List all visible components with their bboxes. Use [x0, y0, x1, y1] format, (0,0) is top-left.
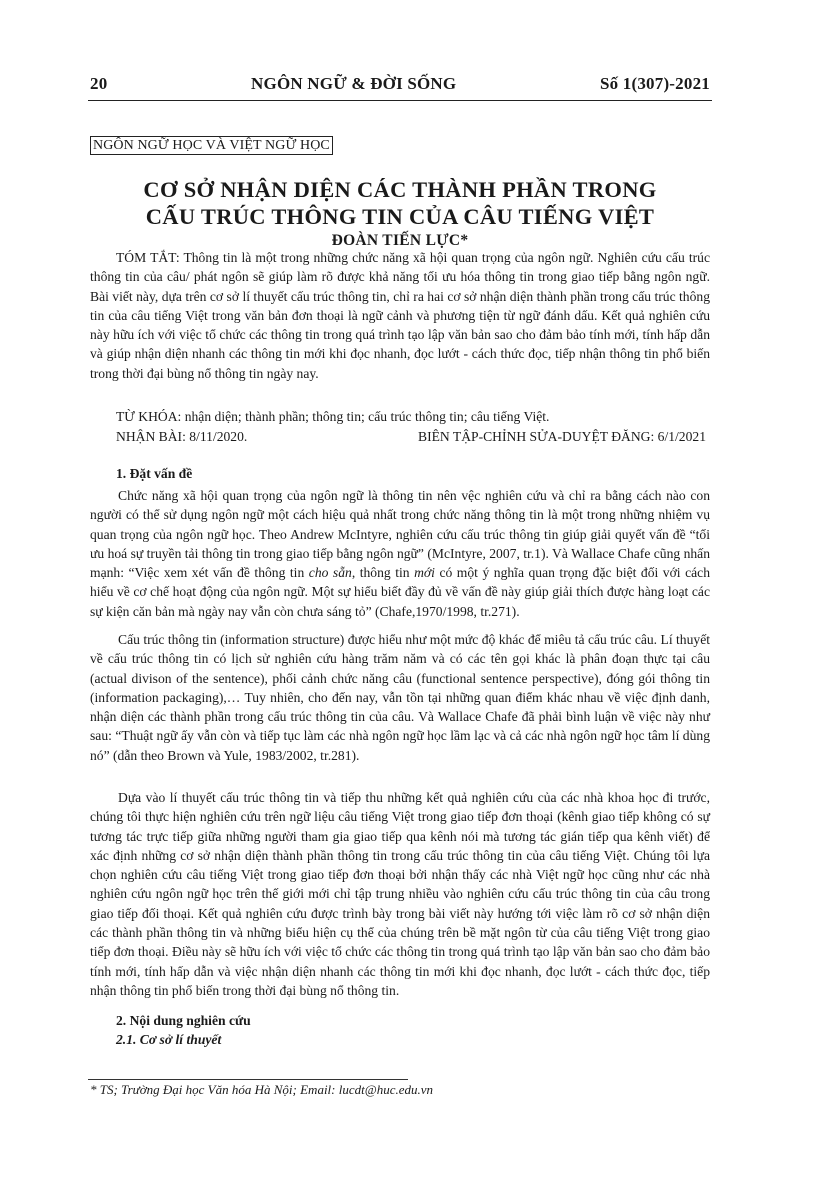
abstract-label: TÓM TẮT:: [116, 250, 180, 265]
paragraph-1-italic-2: mới: [414, 565, 435, 581]
footnote-rule: [88, 1079, 408, 1080]
title-line-1: CƠ SỞ NHẬN DIỆN CÁC THÀNH PHẦN TRONG: [143, 177, 657, 202]
title-line-2: CẤU TRÚC THÔNG TIN CỦA CÂU TIẾNG VIỆT: [145, 204, 655, 229]
received-date: NHẬN BÀI: 8/11/2020.: [116, 429, 248, 444]
header-rule: [88, 100, 712, 101]
section-label: NGÔN NGỮ HỌC VÀ VIỆT NGỮ HỌC: [90, 136, 333, 155]
journal-name: NGÔN NGỮ & ĐỜI SỐNG: [251, 74, 457, 93]
section-1-heading: 1. Đặt vấn đề: [116, 466, 193, 481]
paragraph-1-text-c: có một ý nghĩa quan trọng đặc biệt đối với cách hiểu về cơ chế hoạt động của ngôn ngữ. Một sự hiểu biết đầy đủ về vấn đề này giúp giải thích được hàng loạt các sự kiện căn bản mà ngày nay vẫn còn chưa sáng tỏ” (Chafe,1970/1998, tr.271).: [90, 565, 710, 619]
running-header: [90, 74, 710, 94]
author-footnote: * TS; Trường Đại học Văn hóa Hà Nội; Email: lucdt@huc.edu.vn: [90, 1082, 434, 1097]
issue-number: Số 1(307)-2021: [599, 74, 710, 93]
page-number: 20: [90, 74, 108, 93]
paragraph-2: Cấu trúc thông tin (information structure) được hiểu như một mức độ khác để miêu tả cấu trúc câu. Lí thuyết về cấu trúc thông tin có lịch sử nghiên cứu hàng trăm năm và có các tên gọi khác là phân đoạn thực tại câu (actual divison of the sentence), phối cảnh chức năng câu (functional sentence perspective), đóng gói thông tin (information packaging),… Tuy nhiên, cho đến nay, vẫn tồn tại những quan điểm khác nhau về việc định danh, nhận diện các thành phần trong cấu trúc thông tin của câu. Và Wallace Chafe đã phải bình luận về việc này như sau: “Thuật ngữ ấy vẫn còn và tiếp tục làm các nhà ngôn ngữ học lầm lạc và cả các nhà ngôn ngữ học tâm lí dùng nó” (dẫn theo Brown và Yule, 1983/2002, tr.281).: [90, 632, 710, 763]
article-title: [90, 176, 710, 230]
abstract-text: Thông tin là một trong những chức năng xã hội quan trọng của ngôn ngữ. Nghiên cứu cấu trúc thông tin của câu/ phát ngôn sẽ giúp làm rõ được khả năng tối ưu hóa thông tin trong giao tiếp bằng ngôn ngữ. Bài viết này, dựa trên cơ sở lí thuyết cấu trúc thông tin, chỉ ra hai cơ sở nhận diện thành phần trong cấu trúc thông tin của câu tiếng Việt trong văn bản đơn thoại là ngữ cảnh và phương tiện từ ngữ đánh dấu. Kết quả nghiên cứu này hữu ích với việc tổ chức các thông tin trong quá trình tạo lập văn bản sao cho đảm bảo tính mới, tính hấp dẫn và giúp nhận diện nhanh các thông tin mới khi đọc nhanh, đọc lướt - cách thức đọc, tiếp nhận thông tin phổ biến trong thời đại bùng nổ thông tin ngày nay.: [90, 250, 710, 381]
paragraph-3: Dựa vào lí thuyết cấu trúc thông tin và tiếp thu những kết quả nghiên cứu của các nhà khoa học đi trước, chúng tôi thực hiện nghiên cứu trên ngữ liệu câu tiếng Việt trong giao tiếp đơn thoại (kênh giao tiếp không có sự tương tác trực tiếp giữa những người tham gia giao tiếp qua kênh nói mà tương tác gián tiếp qua kênh viết) để xác định những cơ sở nhận diện thành phần thông tin trong cấu trúc thông tin của câu tiếng Việt. Chúng tôi lựa chọn nghiên cứu câu tiếng Việt trong giao tiếp đơn thoại bởi nhận thấy các nhà Việt ngữ học cũng như các nhà nghiên cứu ngôn ngữ học trên thế giới mới chỉ tập trung nhiều vào nghiên cứu cấu trúc thông tin của câu trong giao tiếp đối thoại. Kết quả nghiên cứu được trình bày trong bài viết này hướng tới việc làm rõ cơ sở nhận diện các thành phần thông tin và những biểu hiện cụ thể của chúng trên bề mặt ngôn từ của câu tiếng Việt trong giao tiếp đơn thoại. Điều này sẽ hữu ích với việc tổ chức các thông tin trong quá trình tạo lập văn bản sao cho đảm bảo tính mới, tính hấp dẫn và việc nhận diện nhanh các thông tin mới khi đọc nhanh, đọc lướt - cách thức đọc, tiếp nhận thông tin phổ biến trong thời đại bùng nổ thông tin.: [90, 790, 710, 998]
paragraph-1-text-a: Chức năng xã hội quan trọng của ngôn ngữ là thông tin nên vệc nghiên cứu và chỉ ra bằng cách nào con người có thể sử dụng ngôn ngữ một cách hiệu quả nhất trong chức năng thông tin là một trong những nhiệm vụ quan trọng của ngôn ngữ học. Theo Andrew McIntyre, nghiên cứu cấu trúc thông tin giúp giải quyết vấn đề “tối ưu hoá sự truyền tải thông tin trong giao tiếp bằng ngôn ngữ” (McIntyre, 2007, tr.1). Và Wallace Chafe cũng nhấn mạnh: “Việc xem xét vấn đề thông tin: [90, 488, 710, 581]
keywords-text: nhận diện; thành phần; thông tin; cấu trúc thông tin; câu tiếng Việt.: [181, 409, 550, 424]
edited-date: BIÊN TẬP-CHỈNH SỬA-DUYỆT ĐĂNG: 6/1/2021: [418, 429, 706, 444]
paragraph-1: [90, 486, 710, 621]
keywords: [90, 407, 710, 426]
paragraph-1-italic-1: cho sẵn: [308, 565, 352, 581]
abstract: [90, 248, 710, 383]
paragraph-1-text-b: , thông tin: [351, 565, 415, 581]
section-2-1-subheading: 2.1. Cơ sở lí thuyết: [116, 1032, 222, 1047]
section-2-heading: 2. Nội dung nghiên cứu: [116, 1013, 251, 1028]
author-name: ĐOÀN TIẾN LỰC*: [331, 232, 469, 249]
keywords-label: TỪ KHÓA:: [116, 409, 182, 424]
